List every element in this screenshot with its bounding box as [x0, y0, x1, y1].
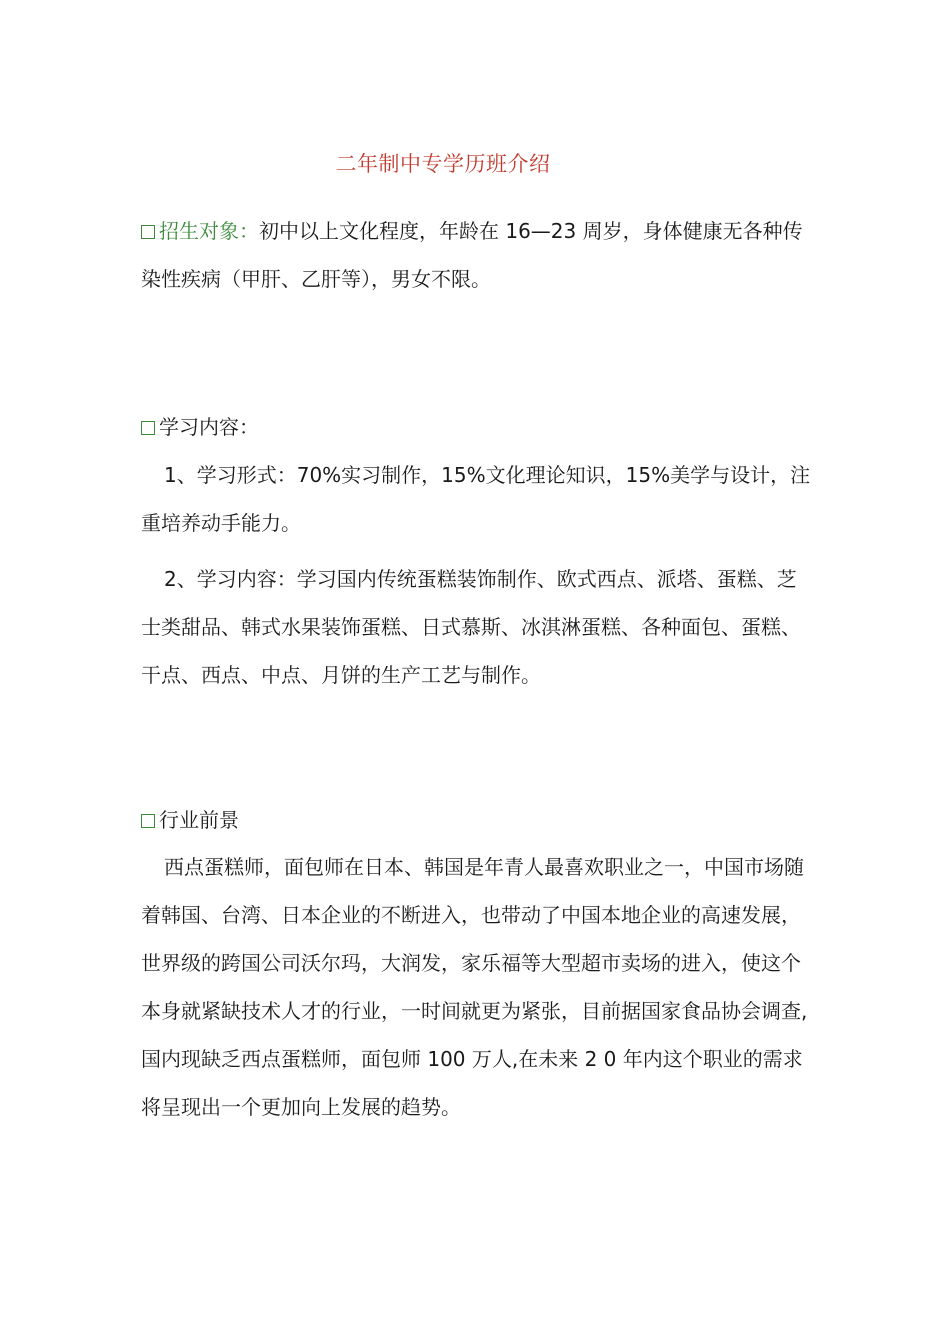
- study-form-paragraph: 1、学习形式：70%实习制作，15%文化理论知识，15%美学与设计，注重培养动手能力。: [141, 463, 811, 535]
- outlook-heading-label: 行业前景: [159, 808, 239, 832]
- study-content-paragraph: 2、学习内容：学习国内传统蛋糕装饰制作、欧式西点、派塔、蛋糕、芝士类甜品、韩式水果装饰蛋糕、日式慕斯、冰淇淋蛋糕、各种面包、蛋糕、干点、西点、中点、月饼的生产工艺与制作。: [141, 567, 801, 687]
- enrollment-text: 初中以上文化程度，年龄在 16—23 周岁，身体健康无各种传染性疾病（甲肝、乙肝等），男女不限。: [141, 219, 803, 291]
- outlook-paragraph: 西点蛋糕师，面包师在日本、韩国是年青人最喜欢职业之一，中国市场随着韩国、台湾、日本企业的不断进入，也带动了中国本地企业的高速发展，世界级的跨国公司沃尔玛，大润发，家乐福等大型超市卖场的进入，使这个本身就紧缺技术人才的行业，一时间就更为紧张，目前据国家食品协会调查,国内现缺乏西点蛋糕师，面包师 100 万人,在未来 2 0 年内这个职业的需求将呈现出一个更加向上发展的趋势。: [141, 855, 808, 1119]
- section-study-content: [141, 403, 813, 699]
- enrollment-heading-label: 招生对象：: [159, 219, 259, 243]
- outlook-heading: [141, 797, 813, 843]
- study-heading-label: 学习内容：: [159, 415, 259, 439]
- checkbox-square-icon: [141, 421, 155, 435]
- checkbox-square-icon: [141, 814, 155, 828]
- enrollment-heading: [141, 219, 259, 243]
- study-heading: [141, 403, 813, 451]
- section-industry-outlook: [141, 797, 813, 1131]
- enrollment-paragraph: [141, 207, 813, 303]
- checkbox-square-icon: [141, 225, 155, 239]
- section-enrollment: [141, 207, 813, 303]
- document-title: 二年制中专学历班介绍: [335, 152, 551, 176]
